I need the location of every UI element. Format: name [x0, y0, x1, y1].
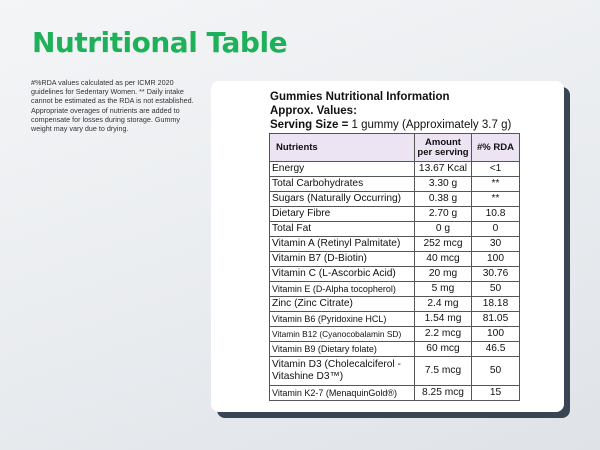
- rda-cell: 15: [472, 386, 520, 401]
- footnote-text: #%RDA values calculated as per ICMR 2020 guidelines for Sedentary Women. ** Daily intake cannot be estimated as the RDA is not established. Appropriate overages of nutrients are added to compensate for losses during storage. Gummy weight may vary due to drying.: [31, 78, 194, 134]
- rda-cell: 50: [472, 357, 520, 386]
- serving-label: Serving Size =: [270, 119, 349, 131]
- rda-cell: <1: [472, 162, 520, 177]
- amount-cell: 2.2 mcg: [415, 327, 472, 342]
- nutrition-card: [211, 81, 564, 412]
- amount-cell: 7.5 mcg: [415, 357, 472, 386]
- amount-cell: 40 mcg: [415, 252, 472, 267]
- rda-cell: 30: [472, 237, 520, 252]
- table-row: [270, 207, 520, 222]
- table-row: [270, 252, 520, 267]
- card-heading: [270, 90, 511, 132]
- nutrient-cell: Vitamin A (Retinyl Palmitate): [270, 237, 415, 252]
- rda-cell: **: [472, 177, 520, 192]
- amount-cell: 60 mcg: [415, 342, 472, 357]
- amount-cell: 13.67 Kcal: [415, 162, 472, 177]
- amount-cell: 0.38 g: [415, 192, 472, 207]
- serving-value: 1 gummy (Approximately 3.7 g): [348, 119, 512, 131]
- amount-cell: 5 mg: [415, 282, 472, 297]
- table-row: [270, 267, 520, 282]
- amount-cell: 252 mcg: [415, 237, 472, 252]
- nutrient-cell: Vitamin B6 (Pyridoxine HCL): [270, 312, 415, 327]
- table-row: [270, 162, 520, 177]
- amount-cell: 2.70 g: [415, 207, 472, 222]
- nutrient-cell: Total Carbohydrates: [270, 177, 415, 192]
- nutrient-cell: Zinc (Zinc Citrate): [270, 297, 415, 312]
- header-amount: Amount per serving: [415, 134, 472, 162]
- table-row: [270, 192, 520, 207]
- heading-line-2: Approx. Values:: [270, 105, 357, 117]
- rda-cell: 81.05: [472, 312, 520, 327]
- amount-cell: 8.25 mcg: [415, 386, 472, 401]
- rda-cell: 0: [472, 222, 520, 237]
- nutrient-cell: Vitamin B9 (Dietary folate): [270, 342, 415, 357]
- amount-cell: 2.4 mg: [415, 297, 472, 312]
- table-row: [270, 386, 520, 401]
- table-row: [270, 282, 520, 297]
- table-row: [270, 177, 520, 192]
- rda-cell: 46.5: [472, 342, 520, 357]
- table-row: [270, 342, 520, 357]
- nutrient-cell: Vitamin B12 (Cyanocobalamin SD): [270, 327, 415, 342]
- table-row: [270, 357, 520, 386]
- nutrient-cell: Vitamin D3 (Cholecalciferol - Vitashine D3™): [270, 357, 415, 386]
- page-title: Nutritional Table: [32, 26, 288, 59]
- amount-cell: 0 g: [415, 222, 472, 237]
- table-row: [270, 312, 520, 327]
- nutrient-cell: Vitamin B7 (D-Biotin): [270, 252, 415, 267]
- rda-cell: 100: [472, 252, 520, 267]
- header-nutrients: Nutrients: [270, 134, 415, 162]
- table-row: [270, 297, 520, 312]
- rda-cell: 10.8: [472, 207, 520, 222]
- amount-cell: 1.54 mg: [415, 312, 472, 327]
- nutrition-table: [269, 133, 520, 401]
- rda-cell: 18.18: [472, 297, 520, 312]
- rda-cell: 100: [472, 327, 520, 342]
- amount-cell: 20 mg: [415, 267, 472, 282]
- heading-line-1: Gummies Nutritional Information: [270, 91, 450, 103]
- nutrient-cell: Energy: [270, 162, 415, 177]
- header-rda: #% RDA: [472, 134, 520, 162]
- rda-cell: 30.76: [472, 267, 520, 282]
- nutrient-cell: Sugars (Naturally Occurring): [270, 192, 415, 207]
- table-row: [270, 327, 520, 342]
- rda-cell: **: [472, 192, 520, 207]
- table-header-row: [270, 134, 520, 162]
- nutrient-cell: Total Fat: [270, 222, 415, 237]
- table-row: [270, 237, 520, 252]
- nutrient-cell: Dietary Fibre: [270, 207, 415, 222]
- rda-cell: 50: [472, 282, 520, 297]
- amount-cell: 3.30 g: [415, 177, 472, 192]
- table-row: [270, 222, 520, 237]
- nutrient-cell: Vitamin C (L-Ascorbic Acid): [270, 267, 415, 282]
- nutrient-cell: Vitamin K2-7 (MenaquinGold®): [270, 386, 415, 401]
- nutrient-cell: Vitamin E (D-Alpha tocopherol): [270, 282, 415, 297]
